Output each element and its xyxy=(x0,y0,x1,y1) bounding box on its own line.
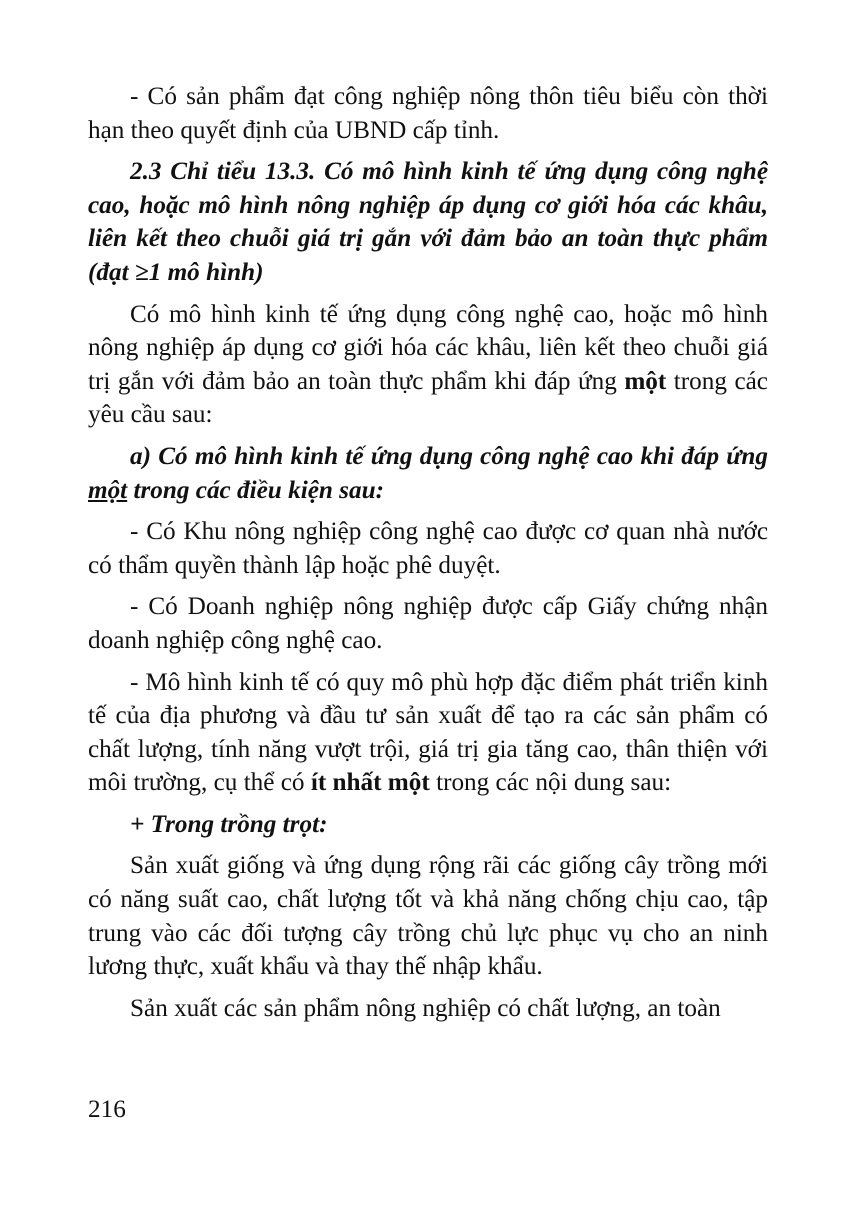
paragraph-hightech-enterprise: - Có Doanh nghiệp nông nghiệp được cấp Giấy chứng nhận doanh nghiệp công nghệ cao. xyxy=(88,593,768,654)
paragraph-product-industry: - Có sản phẩm đạt công nghiệp nông thôn tiêu biểu còn thời hạn theo quyết định của UBND cấp tỉnh. xyxy=(88,83,768,144)
text-after: trong các yêu cầu sau: xyxy=(88,367,768,429)
underlined-one: một xyxy=(88,476,128,504)
subheading-a xyxy=(88,440,768,507)
section-heading-13-3: 2.3 Chỉ tiểu 13.3. Có mô hình kinh tế ứng dụng công nghệ cao, hoặc mô hình nông nghiệp áp dụng cơ giới hóa các khâu, liên kết theo chuỗi giá trị gắn với đảm bảo an toàn thực phẩm (đạt ≥1 mô hình) xyxy=(88,158,768,286)
text-before: Có mô hình kinh tế ứng dụng công nghệ cao, hoặc mô hình nông nghiệp áp dụng cơ giới hóa các khâu, liên kết theo chuỗi giá trị gắn với đảm bảo an toàn thực phẩm khi đáp ứng xyxy=(88,300,768,395)
emphasis-at-least-one: ít nhất một xyxy=(310,769,430,797)
paragraph-hightech-zone: - Có Khu nông nghiệp công nghệ cao được cơ quan nhà nước có thẩm quyền thành lập hoặc phê duyệt. xyxy=(88,518,768,579)
paragraph-economic-model xyxy=(88,666,768,800)
page-number: 216 xyxy=(88,1096,126,1123)
paragraph-quality-products: Sản xuất các sản phẩm nông nghiệp có chất lượng, an toàn xyxy=(130,994,721,1022)
text-before: a) Có mô hình kinh tế ứng dụng công nghệ cao khi đáp ứng xyxy=(130,442,768,470)
text-after: trong các điều kiện sau: xyxy=(127,476,384,504)
document-page xyxy=(88,80,768,1033)
paragraph-model-requirements xyxy=(88,298,768,432)
subheading-cultivation: + Trong trồng trọt: xyxy=(130,810,328,838)
text-before: - Mô hình kinh tế có quy mô phù hợp đặc điểm phát triển kinh tế của địa phương và đầu tư sản xuất để tạo ra các sản phẩm có chất lượng, tính năng vượt trội, giá trị gia tăng cao, thân thiện với môi trường, cụ thể có xyxy=(88,668,768,797)
text-after: trong các nội dung sau: xyxy=(429,769,672,797)
paragraph-seed-production: Sản xuất giống và ứng dụng rộng rãi các giống cây trồng mới có năng suất cao, chất lượng tốt và khả năng chống chịu cao, tập trung vào các đối tượng cây trồng chủ lực phục vụ cho an ninh lương thực, xuất khẩu và thay thế nhập khẩu. xyxy=(88,852,768,981)
emphasis-one: một xyxy=(624,367,667,395)
